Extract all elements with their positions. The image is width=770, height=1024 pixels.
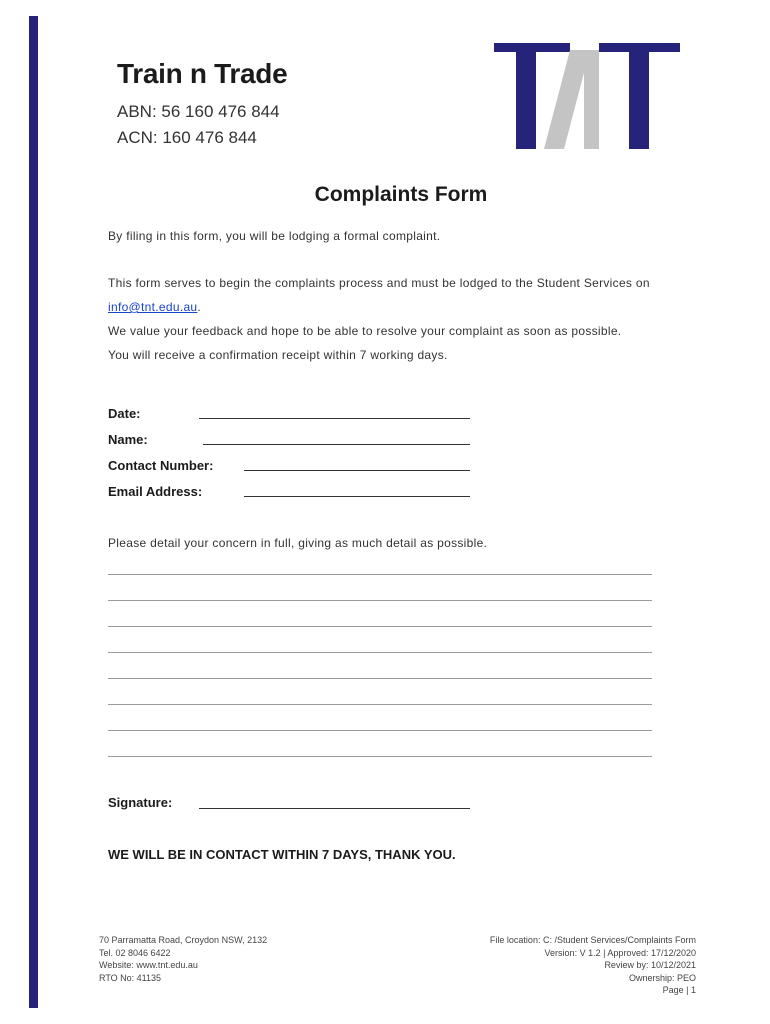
receipt-text: You will receive a confirmation receipt within 7 working days. xyxy=(108,348,448,362)
contact-number-field[interactable] xyxy=(244,470,470,471)
detail-prompt: Please detail your concern in full, giving as much detail as possible. xyxy=(108,536,488,550)
company-name: Train n Trade xyxy=(117,58,288,89)
email-link[interactable]: info@tnt.edu.au xyxy=(108,300,198,314)
detail-line[interactable] xyxy=(108,574,652,575)
company-abn: ABN: 56 160 476 844 xyxy=(117,102,280,121)
signature-field[interactable] xyxy=(199,808,470,809)
footer-rto: RTO No: 41135 xyxy=(99,972,162,983)
footer-version: Version: V 1.2 | Approved: 17/12/2020 xyxy=(544,947,696,958)
feedback-text: We value your feedback and hope to be able to resolve your complaint as soon as possible. xyxy=(108,324,622,338)
process-text: This form serves to begin the complaints process and must be lodged to the Student Services on xyxy=(108,276,650,290)
form-title: Complaints Form xyxy=(314,183,488,206)
detail-line[interactable] xyxy=(108,652,652,653)
left-accent-bar xyxy=(29,16,38,1008)
footer-address: 70 Parramatta Road, Croydon NSW, 2132 xyxy=(99,935,268,945)
intro-text: By filing in this form, you will be lodging a formal complaint. xyxy=(108,229,441,243)
email-line xyxy=(108,300,201,314)
footer-file-location: File location: C: /Student Services/Complaints Form xyxy=(489,935,696,945)
footer-website: Website: www.tnt.edu.au xyxy=(99,960,198,970)
email-address-field[interactable] xyxy=(244,496,470,497)
date-label: Date: xyxy=(108,406,141,421)
name-label: Name: xyxy=(108,432,148,447)
company-acn: ACN: 160 476 844 xyxy=(117,128,257,147)
name-field[interactable] xyxy=(203,444,470,445)
contact-number-label: Contact Number: xyxy=(108,458,214,473)
footer-tel: Tel. 02 8046 6422 xyxy=(99,947,171,958)
footer-contact xyxy=(99,934,267,984)
company-header xyxy=(117,58,287,148)
detail-line[interactable] xyxy=(108,678,652,679)
footer-document-info xyxy=(490,934,696,997)
detail-line[interactable] xyxy=(108,704,652,705)
detail-line[interactable] xyxy=(108,626,652,627)
closing-message: WE WILL BE IN CONTACT WITHIN 7 DAYS, THANK YOU. xyxy=(108,847,456,862)
footer-ownership: Ownership: PEO xyxy=(628,972,696,983)
signature-label: Signature: xyxy=(108,795,173,810)
detail-line[interactable] xyxy=(108,730,652,731)
detail-line[interactable] xyxy=(108,756,652,757)
email-suffix: . xyxy=(197,300,202,314)
email-address-label: Email Address: xyxy=(108,484,203,499)
detail-line[interactable] xyxy=(108,600,652,601)
footer-review: Review by: 10/12/2021 xyxy=(604,960,696,970)
date-field[interactable] xyxy=(199,418,470,419)
footer-page-number: Page | 1 xyxy=(662,985,696,995)
tnt-logo-icon xyxy=(494,40,680,152)
